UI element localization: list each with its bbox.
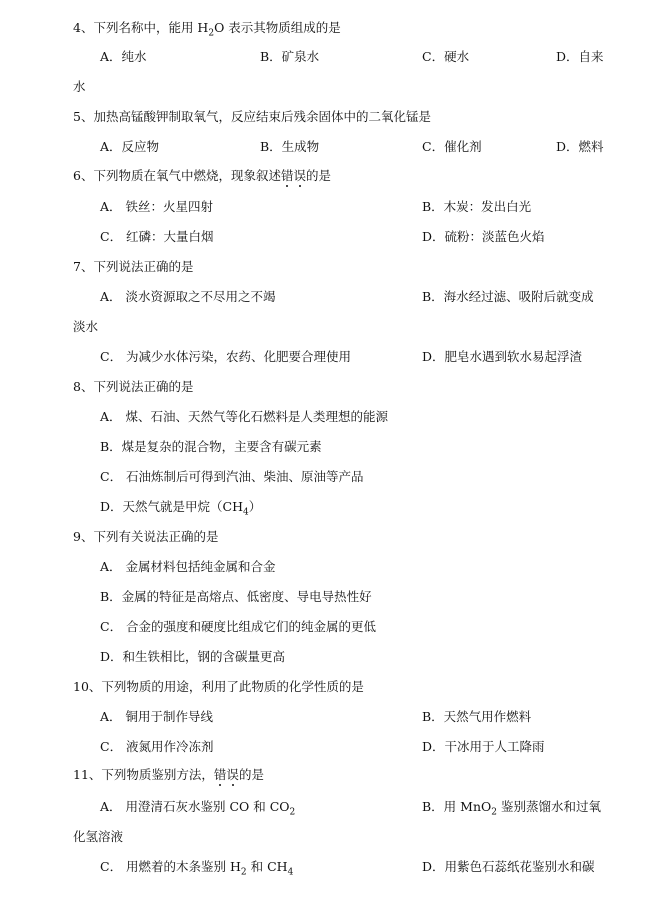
q6-option-b: B．木炭：发出白光 xyxy=(422,199,532,214)
q4-option-c: C．硬水 xyxy=(422,49,470,64)
q10-option-c: C． 液氮用作冷冻剂 xyxy=(100,739,214,754)
question-8-stem: 8、下列说法正确的是 xyxy=(73,379,194,394)
q6-option-a: A． 铁丝：火星四射 xyxy=(100,199,214,214)
q7-option-b: B．海水经过滤、吸附后就变成 xyxy=(422,289,594,304)
question-4-stem: 4、下列名称中，能用 $H_2O$ 表示其物质组成的是 xyxy=(73,20,341,39)
q5-option-b: B．生成物 xyxy=(260,139,320,154)
q6-option-d: D．硫粉：淡蓝色火焰 xyxy=(422,229,545,244)
question-7-stem: 7、下列说法正确的是 xyxy=(73,259,194,274)
q5-option-c: C．催化剂 xyxy=(422,139,482,154)
q4-option-a: A．纯水 xyxy=(100,49,147,64)
q9-option-d: D．和生铁相比，钢的含碳量更高 xyxy=(100,649,286,664)
q8-option-d: D．天然气就是甲烷$(CH_4)$ xyxy=(100,499,262,518)
q7-option-c: C． 为减少水体污染，农药、化肥要合理使用 xyxy=(100,349,352,364)
q11-option-b-continuation: 化氢溶液 xyxy=(73,829,124,844)
q4-option-b: B．矿泉水 xyxy=(260,49,320,64)
question-9-stem: 9、下列有关说法正确的是 xyxy=(73,529,219,544)
question-6-stem: 6、下列物质在氧气中燃烧，现象叙述错误的是 xyxy=(73,168,332,183)
q4-option-d: D．自来 xyxy=(556,49,604,64)
q9-option-b: B．金属的特征是高熔点、低密度、导电导热性好 xyxy=(100,589,372,604)
q7-option-a: A． 淡水资源取之不尽用之不竭 xyxy=(100,289,276,304)
q8-option-b: B．煤是复杂的混合物，主要含有碳元素 xyxy=(100,439,322,454)
q5-option-a: A．反应物 xyxy=(100,139,160,154)
q8-option-a: A． 煤、石油、天然气等化石燃料是人类理想的能源 xyxy=(100,409,389,424)
question-5-stem: 5、加热高锰酸钾制取氧气，反应结束后残余固体中的二氧化锰是 xyxy=(73,109,431,124)
q5-option-d: D．燃料 xyxy=(556,139,604,154)
q9-option-c: C． 合金的强度和硬度比组成它们的纯金属的更低 xyxy=(100,619,377,634)
q11-option-d: D．用紫色石蕊纸花鉴别水和碳 xyxy=(422,859,595,874)
question-11-stem: 11、下列物质鉴别方法，错误的是 xyxy=(73,767,264,782)
q4-option-d-continuation: 水 xyxy=(73,79,86,94)
q10-option-d: D．干冰用于人工降雨 xyxy=(422,739,545,754)
q11-option-c: C． 用燃着的木条鉴别 $H_2$ 和 $CH_4$ xyxy=(100,859,294,878)
q10-option-a: A． 铜用于制作导线 xyxy=(100,709,214,724)
q7-option-b-continuation: 淡水 xyxy=(73,319,99,334)
q11-option-b: B．用 MnO$_2$ 鉴别蒸馏水和过氧 xyxy=(422,799,601,818)
q10-option-b: B．天然气用作燃料 xyxy=(422,709,532,724)
q6-option-c: C． 红磷：大量白烟 xyxy=(100,229,214,244)
q9-option-a: A． 金属材料包括纯金属和合金 xyxy=(100,559,276,574)
question-10-stem: 10、下列物质的用途，利用了此物质的化学性质的是 xyxy=(73,679,364,694)
q8-option-c: C． 石油炼制后可得到汽油、柴油、原油等产品 xyxy=(100,469,364,484)
q7-option-d: D．肥皂水遇到软水易起浮渣 xyxy=(422,349,583,364)
q11-option-a: A． 用澄清石灰水鉴别 CO 和 $CO_2$ xyxy=(100,799,296,818)
